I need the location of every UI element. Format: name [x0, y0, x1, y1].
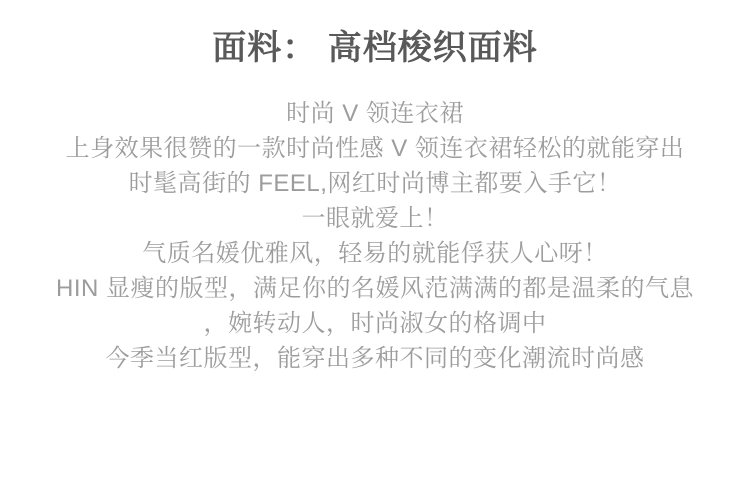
product-description-block: [0, 96, 750, 376]
fabric-title: 面料： 高档梭织面料: [212, 29, 538, 67]
description-line: 时尚 V 领连衣裙: [286, 100, 464, 127]
description-line: HIN 显瘦的版型，满足你的名媛风范满满的都是温柔的气息: [56, 275, 694, 302]
description-line: 时髦高街的 FEEL,网红时尚博主都要入手它！: [128, 170, 622, 197]
description-line: 今季当红版型，能穿出多种不同的变化潮流时尚感: [105, 345, 645, 372]
description-line: 上身效果很赞的一款时尚性感 V 领连衣裙轻松的就能穿出: [65, 135, 685, 162]
description-line: 气质名媛优雅风，轻易的就能俘获人心呀！: [142, 240, 608, 267]
description-line: ，婉转动人，时尚淑女的格调中: [203, 310, 547, 337]
description-line: 一眼就爱上！: [301, 205, 449, 232]
